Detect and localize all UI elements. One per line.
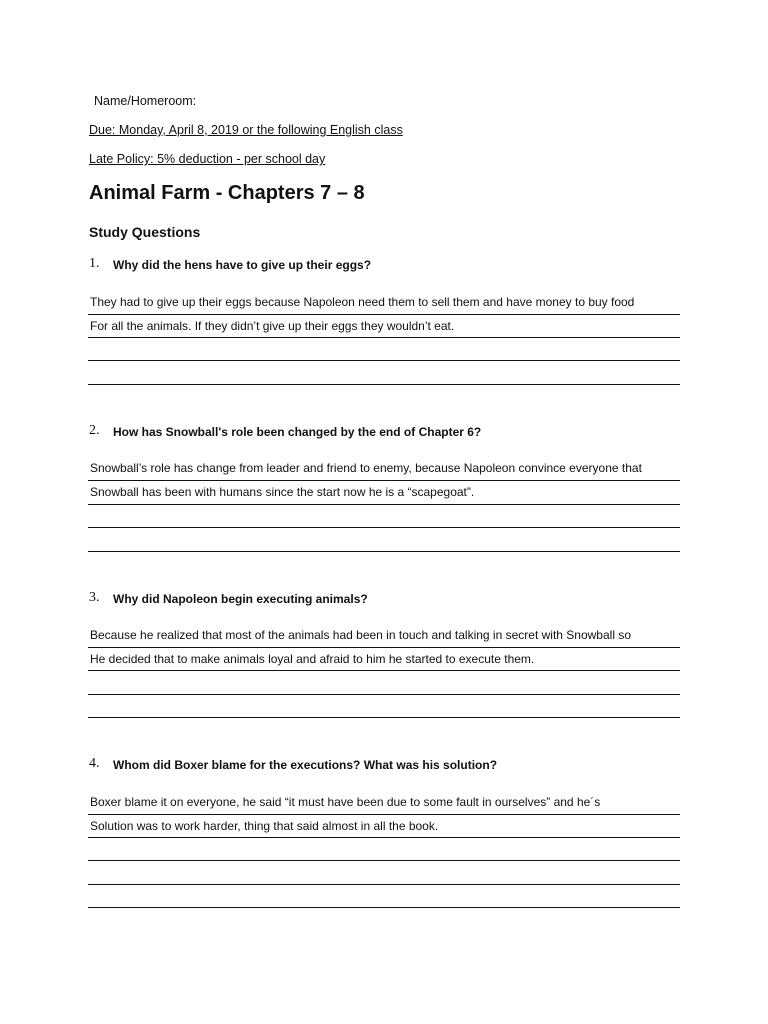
question-text: How has Snowball's role been changed by the end of Chapter 6? (113, 425, 482, 439)
answer-line-2: Solution was to work harder, thing that said almost in all the book. (90, 819, 439, 833)
question-text: Why did the hens have to give up their eggs? (113, 258, 372, 272)
answer-line-1: They had to give up their eggs because Napoleon need them to sell them and have money to buy food (90, 295, 635, 309)
question-number: 4. (89, 756, 100, 771)
answer-rule (88, 384, 680, 385)
answer-line-2: Snowball has been with humans since the start now he is a “scapegoat”. (90, 485, 475, 499)
answer-rule (88, 504, 680, 505)
answer-rule (88, 337, 680, 338)
answer-rule (88, 694, 680, 695)
answer-rule (88, 480, 680, 481)
page-title: Animal Farm - Chapters 7 – 8 (89, 182, 365, 204)
due-date: Due: Monday, April 8, 2019 or the following English class (89, 123, 403, 137)
answer-rule (88, 527, 680, 528)
late-policy: Late Policy: 5% deduction - per school day (89, 152, 326, 166)
section-heading: Study Questions (89, 224, 201, 240)
question-number: 1. (89, 256, 100, 271)
answer-rule (88, 670, 680, 671)
answer-rule (88, 907, 680, 908)
answer-rule (88, 884, 680, 885)
answer-rule (88, 860, 680, 861)
question-text: Whom did Boxer blame for the executions? What was his solution? (113, 758, 498, 772)
answer-rule (88, 647, 680, 648)
answer-rule (88, 314, 680, 315)
answer-line-2: For all the animals. If they didn’t give up their eggs they wouldn’t eat. (90, 319, 455, 333)
answer-rule (88, 717, 680, 718)
question-text: Why did Napoleon begin executing animals? (113, 592, 368, 606)
answer-rule (88, 814, 680, 815)
answer-line-1: Because he realized that most of the animals had been in touch and talking in secret with Snowball so (90, 628, 631, 642)
question-number: 2. (89, 423, 100, 438)
answer-rule (88, 837, 680, 838)
question-number: 3. (89, 590, 100, 605)
answer-line-2: He decided that to make animals loyal and afraid to him he started to execute them. (90, 652, 535, 666)
answer-line-1: Boxer blame it on everyone, he said “it must have been due to some fault in ourselves” and he´s (90, 795, 601, 809)
answer-line-1: Snowball’s role has change from leader and friend to enemy, because Napoleon convince everyone that (90, 461, 642, 475)
name-homeroom-label: Name/Homeroom: (94, 94, 197, 108)
answer-rule (88, 360, 680, 361)
answer-rule (88, 551, 680, 552)
